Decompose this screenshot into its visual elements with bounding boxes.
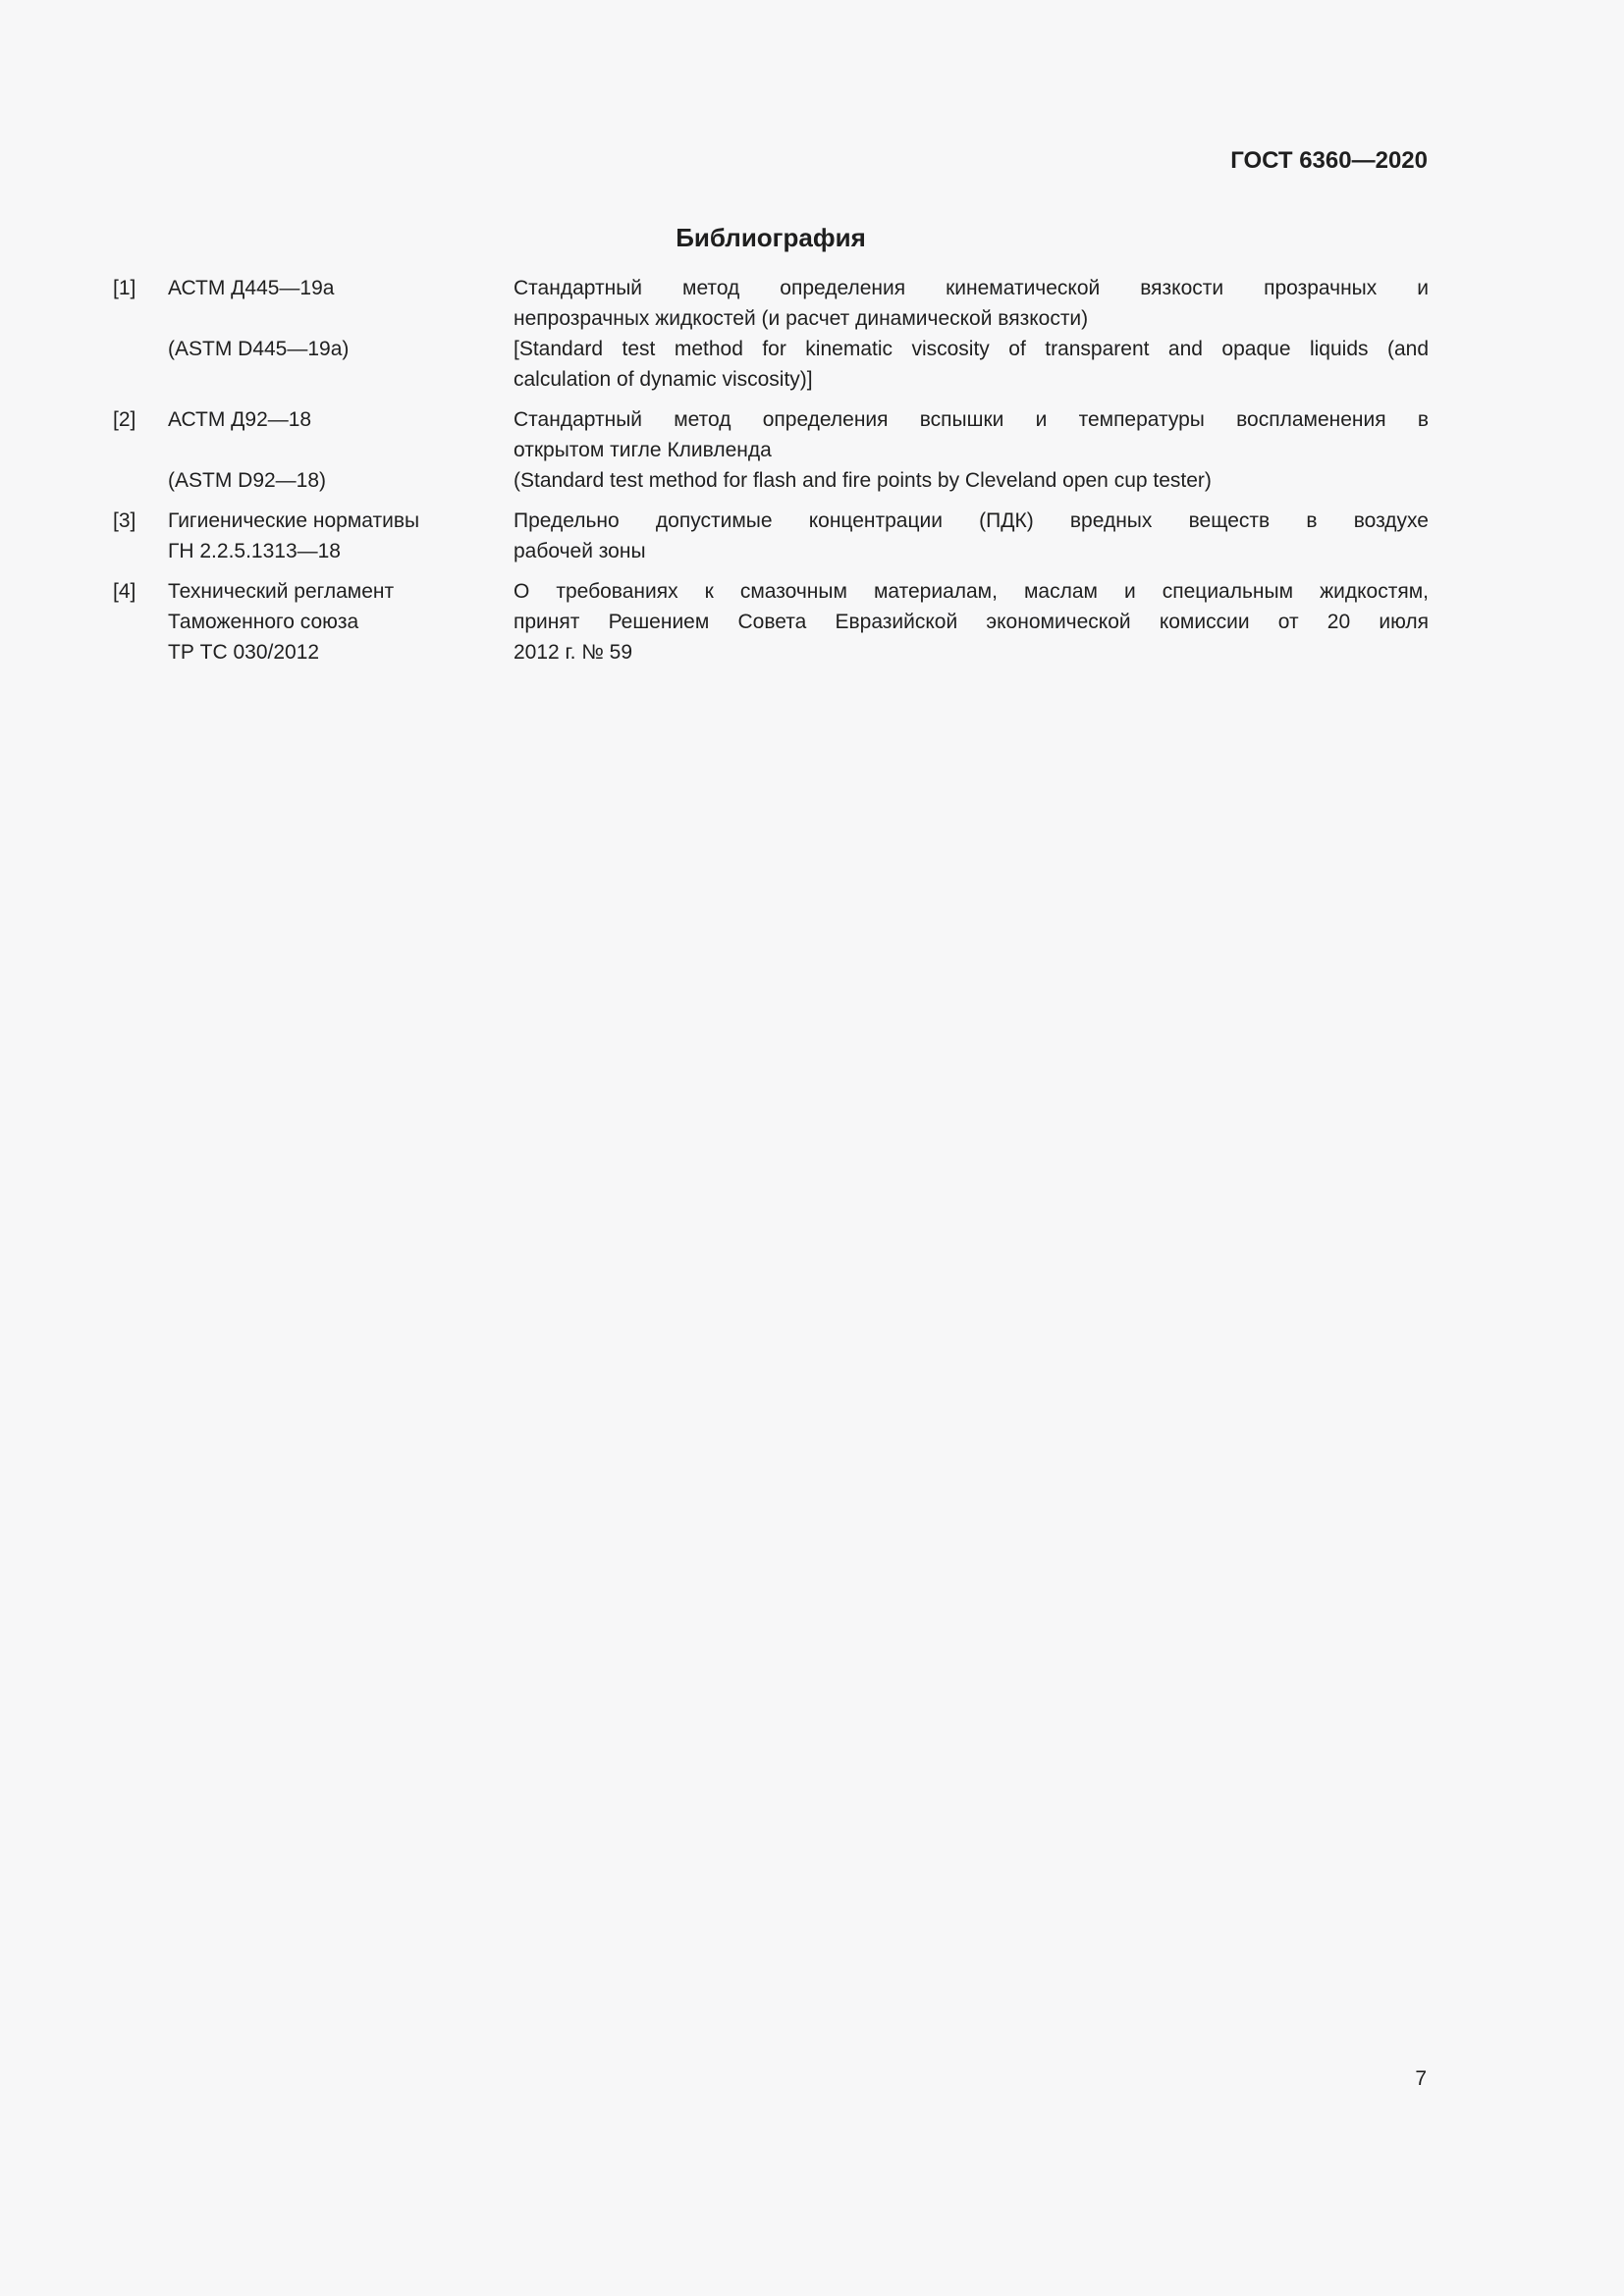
page-number: 7 [1415,2067,1427,2090]
entry-rows [168,273,1429,395]
bibliography-entry [113,506,1429,566]
entry-label: (ASTM D445—19a) [168,338,350,360]
page-title: Библиография [676,223,866,252]
entry-description: (Standard test method for flash and fire points by Cleveland open cup tester) [514,469,1212,492]
entry-rows [168,576,1429,667]
bibliography-entry [113,404,1429,496]
entry-description: [Standard test method for kinematic viscosity of transparent and opaque liquids (and calculation of dynamic viscosity)] [514,338,1429,391]
document-code-header: ГОСТ 6360—2020 [1230,147,1428,174]
entry-description: Стандартный метод определения кинематической вязкости прозрачных и непрозрачных жидкостей (и расчет динамической вязкости) [514,277,1429,330]
entry-number: [1] [113,277,136,299]
entry-label: Технический регламент Таможенного союза ТР ТС 030/2012 [168,580,395,664]
entry-number: [3] [113,509,136,532]
bibliography-entry [113,273,1429,395]
entry-row [168,576,1429,667]
entry-label: АСТМ Д445—19а [168,277,335,299]
entry-number: [4] [113,580,136,603]
entry-rows [168,404,1429,496]
bibliography-list [113,273,1429,667]
entry-number: [2] [113,408,136,431]
entry-label: АСТМ Д92—18 [168,408,312,431]
entry-description: Стандартный метод определения вспышки и температуры воспламенения в открытом тигле Кливленда [514,408,1429,461]
entry-rows [168,506,1429,566]
entry-description: О требованиях к смазочным материалам, маслам и специальным жидкостям, принят Решением Совета Евразийской экономической комиссии от 20 июля 2012 г. № 59 [514,580,1429,664]
entry-label: Гигиенические нормативы ГН 2.2.5.1313—18 [168,509,420,562]
entry-row [168,273,1429,334]
bibliography-entry [113,576,1429,667]
entry-label: (ASTM D92—18) [168,469,327,492]
entry-description: Предельно допустимые концентрации (ПДК) вредных веществ в воздухе рабочей зоны [514,509,1429,562]
entry-row [168,404,1429,465]
entry-row [168,465,1429,496]
entry-row [168,506,1429,566]
entry-row [168,334,1429,395]
